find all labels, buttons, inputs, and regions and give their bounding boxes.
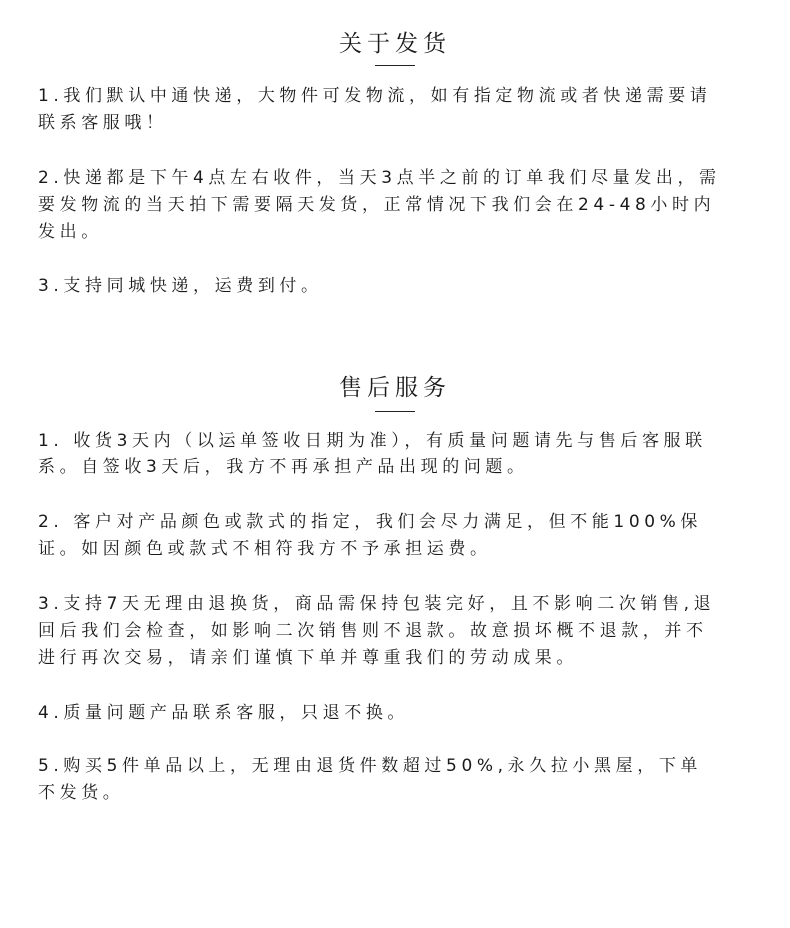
after-sales-p5-line1: 5.购买5件单品以上，无理由退货件数超过50%,永久拉小黑屋，下单 [38, 756, 703, 776]
after-sales-p5-line2: 不发货。 [38, 783, 125, 803]
after-sales-p2-line2: 证。如因颜色或款式不相符我方不予承担运费。 [38, 539, 492, 559]
after-sales-p2-line1: 2. 客户对产品颜色或款式的指定，我们会尽力满足，但不能100%保 [38, 512, 703, 532]
after-sales-p1-line1: 1. 收货3天内（以运单签收日期为准），有质量问题请先与售后客服联 [38, 431, 707, 451]
shipping-title: 关于发货 [339, 31, 451, 57]
shipping-p1-line1: 1.我们默认中通快递，大物件可发物流，如有指定物流或者快递需要请 [38, 86, 712, 106]
shipping-p3-line1: 3.支持同城快递，运费到付。 [38, 276, 323, 296]
after-sales-p4-line1: 4.质量问题产品联系客服，只退不换。 [38, 703, 410, 723]
after-sales-p3-line2: 回后我们会检查，如影响二次销售则不退款。故意损坏概不退款，并不 [38, 621, 708, 641]
title-divider [375, 411, 415, 412]
shipping-p2-line1: 2.快递都是下午4点左右收件，当天3点半之前的订单我们尽量发出，需 [38, 168, 721, 188]
title-divider [375, 65, 415, 66]
shipping-p2-line3: 发出。 [38, 222, 103, 242]
after-sales-p3-line1: 3.支持7天无理由退换货，商品需保持包装完好，且不影响二次销售,退 [38, 594, 716, 614]
after-sales-title: 售后服务 [339, 375, 451, 401]
shipping-p1-line2: 联系客服哦！ [38, 113, 168, 133]
after-sales-p3-line3: 进行再次交易，请亲们谨慎下单并尊重我们的劳动成果。 [38, 648, 578, 668]
after-sales-p1-line2: 系。自签收3天后，我方不再承担产品出现的问题。 [38, 457, 529, 477]
shipping-p2-line2: 要发物流的当天拍下需要隔天发货，正常情况下我们会在24-48小时内 [38, 195, 716, 215]
